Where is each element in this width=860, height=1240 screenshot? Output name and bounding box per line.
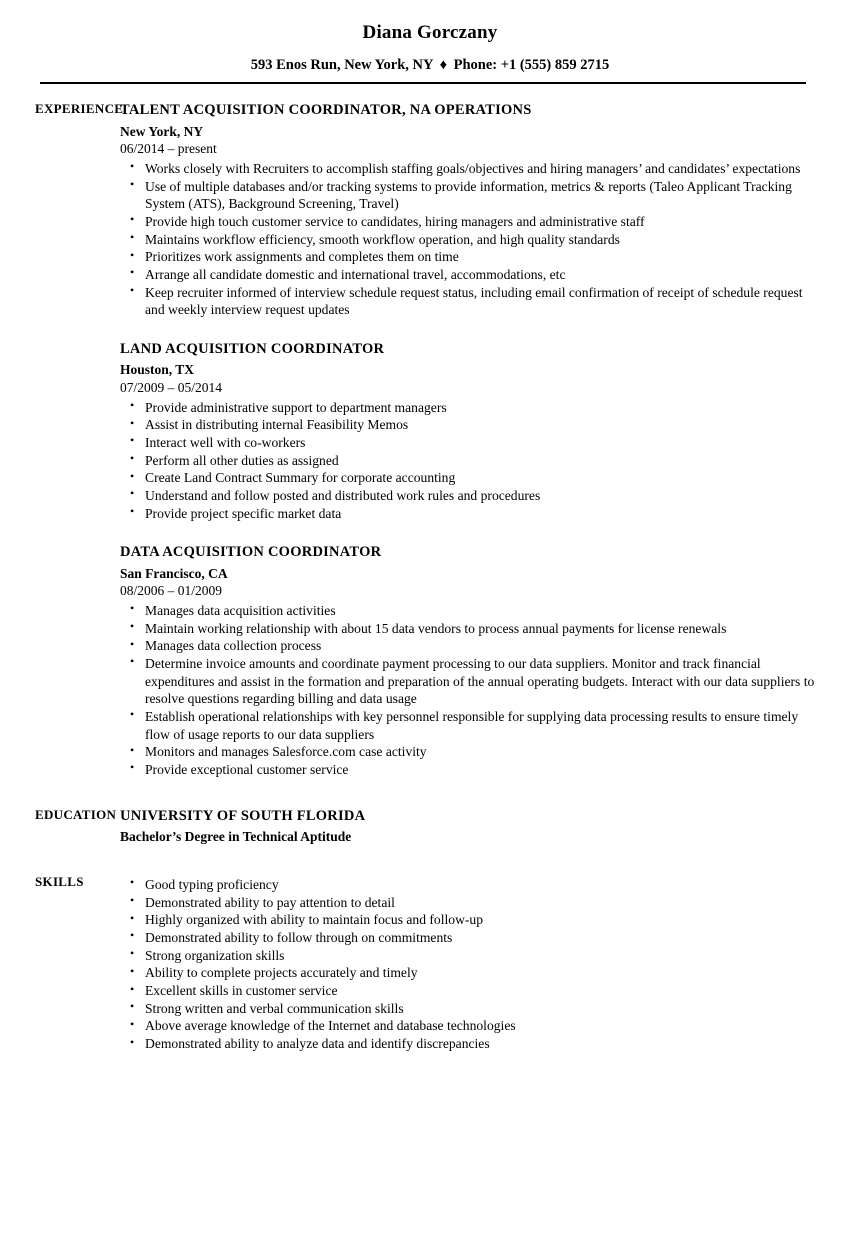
candidate-name: Diana Gorczany	[362, 22, 498, 43]
candidate-phone: Phone: +1 (555) 859 2715	[453, 56, 610, 73]
skills-body	[120, 874, 860, 1053]
list-item: • Works closely with Recruiters to accomplish staffing goals/objectives and hiring managers’ and candidates’ expectations	[120, 160, 824, 178]
list-item: • Strong written and verbal communication skills	[120, 1000, 824, 1018]
diamond-separator-icon: ♦	[439, 56, 447, 73]
list-item: • Interact well with co-workers	[120, 434, 824, 452]
list-item: • Understand and follow posted and distributed work rules and procedures	[120, 487, 824, 505]
section-label-experience: EXPERIENCE	[35, 101, 124, 117]
list-item: • Provide high touch customer service to candidates, hiring managers and administrative staff	[120, 213, 824, 231]
resume-header	[0, 0, 860, 74]
job-location: San Francisco, CA	[120, 565, 228, 581]
list-item: • Manages data acquisition activities	[120, 602, 824, 620]
list-item: • Arrange all candidate domestic and international travel, accommodations, etc	[120, 266, 824, 284]
job-title: LAND ACQUISITION COORDINATOR	[120, 340, 385, 357]
list-item: • Provide exceptional customer service	[120, 761, 824, 779]
experience-body	[120, 101, 860, 778]
list-item: • Keep recruiter informed of interview schedule request status, including email confirmation of receipt of schedule request and weekly interview request updates	[120, 284, 824, 319]
list-item: • Perform all other duties as assigned	[120, 452, 824, 470]
header-divider	[40, 82, 806, 84]
job-responsibilities	[120, 399, 824, 523]
skills-section	[0, 874, 860, 1053]
job-responsibilities	[120, 160, 824, 319]
section-label-education: EDUCATION	[35, 806, 117, 822]
list-item: • Excellent skills in customer service	[120, 982, 824, 1000]
section-label-skills: SKILLS	[35, 873, 84, 889]
list-item: • Determine invoice amounts and coordinate payment processing to our data suppliers. Monitor and track financial expenditures and assist in the formation and preparation of the annual operating budgets. Interact with our data suppliers to resolve questions regarding billing and data usage	[120, 655, 824, 708]
list-item: • Above average knowledge of the Internet and database technologies	[120, 1017, 824, 1035]
list-item: • Create Land Contract Summary for corporate accounting	[120, 469, 824, 487]
job-entry	[120, 101, 824, 319]
list-item: • Maintains workflow efficiency, smooth workflow operation, and high quality standards	[120, 231, 824, 249]
list-item: • Assist in distributing internal Feasibility Memos	[120, 416, 824, 434]
experience-section	[0, 101, 860, 778]
job-location: New York, NY	[120, 123, 204, 139]
list-item: • Strong organization skills	[120, 947, 824, 965]
job-title: DATA ACQUISITION COORDINATOR	[120, 544, 382, 561]
job-dates: 07/2009 – 05/2014	[120, 379, 223, 395]
list-item: • Prioritizes work assignments and completes them on time	[120, 248, 824, 266]
list-item: • Monitors and manages Salesforce.com case activity	[120, 743, 824, 761]
list-item: • Demonstrated ability to pay attention to detail	[120, 894, 824, 912]
candidate-address: 593 Enos Run, New York, NY	[250, 56, 433, 73]
job-entry	[120, 340, 824, 522]
list-item: • Provide project specific market data	[120, 505, 824, 523]
list-item: • Demonstrated ability to follow through on commitments	[120, 929, 824, 947]
list-item: • Ability to complete projects accurately and timely	[120, 964, 824, 982]
job-dates: 08/2006 – 01/2009	[120, 583, 223, 599]
education-section	[0, 807, 860, 846]
education-degree: Bachelor’s Degree in Technical Aptitude	[120, 829, 352, 845]
job-title: TALENT ACQUISITION COORDINATOR, NA OPERATIONS	[120, 102, 532, 119]
list-item: • Provide administrative support to department managers	[120, 399, 824, 417]
education-school: UNIVERSITY OF SOUTH FLORIDA	[120, 807, 366, 824]
list-item: • Manages data collection process	[120, 637, 824, 655]
list-item: • Use of multiple databases and/or tracking systems to provide information, metrics & reports (Taleo Applicant Tracking System (ATS), Background Screening, Travel)	[120, 178, 824, 213]
job-location: Houston, TX	[120, 362, 195, 378]
list-item: • Good typing proficiency	[120, 876, 824, 894]
education-body	[120, 807, 860, 846]
skills-list	[120, 876, 824, 1053]
contact-line	[0, 57, 860, 74]
job-responsibilities	[120, 602, 824, 779]
list-item: • Establish operational relationships with key personnel responsible for supplying data processing results to ensure timely flow of usage reports to our data suppliers	[120, 708, 824, 743]
list-item: • Demonstrated ability to analyze data and identify discrepancies	[120, 1035, 824, 1053]
list-item: • Highly organized with ability to maintain focus and follow-up	[120, 911, 824, 929]
job-dates: 06/2014 – present	[120, 141, 217, 157]
job-entry	[120, 543, 824, 778]
list-item: • Maintain working relationship with about 15 data vendors to process annual payments for license renewals	[120, 620, 824, 638]
